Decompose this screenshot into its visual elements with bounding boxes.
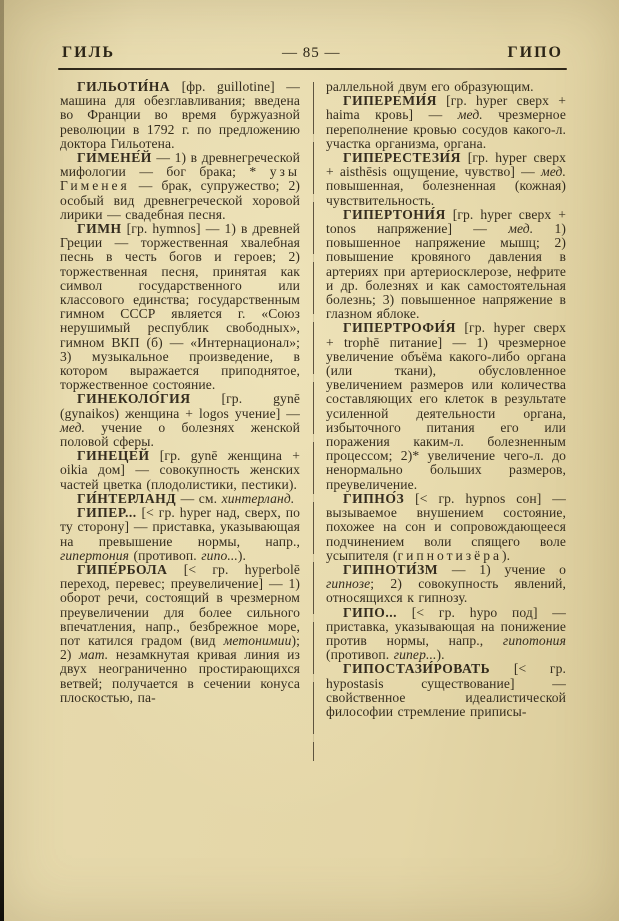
headword: ГИПЕ́РБОЛА — [77, 561, 168, 577]
entry-text: гипотония — [502, 632, 566, 648]
headword: ГИПНО́З — [343, 490, 405, 506]
column-divider — [313, 82, 314, 761]
headword: ГИПЕРТОНИ́Я — [343, 206, 446, 222]
entry-text: хинтерланд. — [221, 490, 295, 506]
entry-text: гипнозе — [326, 576, 371, 592]
header-rule — [58, 68, 567, 70]
entry-text: [гр. gynē женщина + oikia дом] — совокупность женских частей цветка (плодолистики, пестики). — [60, 448, 300, 492]
entry-text: мед. — [60, 419, 86, 435]
entry-text: — 1) в древнегреческой мифологии — бог брака; * — [60, 150, 300, 180]
running-header — [62, 44, 563, 62]
dictionary-entry — [60, 222, 300, 392]
entry-text: (противоп. — [326, 647, 394, 663]
dictionary-entry — [326, 492, 566, 563]
entry-text: гипо... — [201, 547, 238, 563]
headword: ГИМЕНЕ́Й — [77, 150, 152, 166]
entry-text: ). — [502, 547, 511, 563]
entry-text: узы Гименея — [60, 164, 300, 194]
headword: ГИПО... — [343, 604, 398, 620]
entry-text: [< гр. hypo под] — приставка, указывающая на понижение против нормы, напр., — [326, 604, 566, 648]
entry-text: [фр. guillotine] — машина для обезглавливания; введена во Франции во время буржуазной революции в 1792 г. по предложению доктора Гильотена. — [60, 79, 300, 151]
dictionary-entry — [326, 662, 566, 719]
entry-text: мед. — [540, 164, 566, 180]
entry-text: мед. — [457, 107, 483, 123]
entry-text: (противоп. — [129, 547, 202, 563]
left-column — [60, 80, 300, 851]
right-column — [326, 80, 566, 851]
entry-text: повышенная, болезненная (кожная) чувствительность. — [326, 178, 566, 208]
headword: ГИНЕЦЕ́Й — [77, 448, 150, 464]
dictionary-entry — [60, 449, 300, 492]
entry-text: [гр. hyper сверх + haima кровь] — — [326, 93, 566, 123]
headword: ГИМН — [77, 221, 122, 237]
entry-text: [< гр. hyper над, сверх, по ту сторону] — приставка, указывающая на превышение нормы, напр., — [60, 505, 300, 549]
entry-text: [< гр. hypnos сон] — вызываемое внушением состояние, похожее на сон и сопровождающееся подчинением воли спящего воле усыпителя ( — [326, 490, 566, 563]
entry-text: 1) повышенное напряжение мышц; 2) повышение кровяного давления в артериях при артериосклерозе, нефрите и др. болезнях и как самостоятельная болезнь; 3) повышенное напряжение в глазном яблоке. — [326, 221, 566, 322]
headword: ГИПОСТАЗИ́РОВАТЬ — [343, 661, 491, 677]
dictionary-entry — [60, 80, 300, 151]
dictionary-entry — [326, 151, 566, 208]
entry-text: — см. — [176, 490, 222, 506]
dictionary-entry — [60, 492, 300, 506]
entry-text: ); 2) — [60, 632, 300, 663]
entry-text: незамкнутая кривая линия из двух неограниченно простирающихся ветвей; получается в сечении конуса плоскостью, па- — [60, 647, 300, 705]
entry-text: гипер... — [393, 647, 437, 663]
dictionary-entry — [60, 151, 300, 222]
entry-text: [гр. hymnos] — 1) в древней Греции — торжественная хвалебная песнь в честь богов и героев; 2) торжественная песня, принятая как символ государственного или классового единства; государственным гимном СССР является г. «Союз нерушимый республик свободных», гимном ВКП (б) — «Интернационал»; 3) музыкальное произведение, в котором выражается приподнятое, торжественное состояние. — [60, 221, 300, 393]
entry-text: ). — [237, 547, 246, 563]
entry-text: [гр. hyper сверх + tonos напряжение] — — [326, 206, 566, 237]
header-page-number: — 85 — — [282, 45, 341, 61]
headword: ГИПЕРЕМИ́Я — [343, 93, 437, 109]
entry-text: — брак, супружество; 2) особый вид древнегреческой хоровой лирики — свадебная песня. — [60, 178, 300, 222]
headword: ГИПЕРЕСТЕЗИ́Я — [343, 150, 461, 166]
entry-text: ). — [436, 647, 445, 663]
entry-text: [гр. hyper сверх + trophē питание] — 1) чрезмерное увеличение объёма какого-либо органа (или ткани), обусловленное увеличением размеров или количества составляющих его клеток в результате усиленной деятельности органа, избыточного питания его или поражения каким-л. болезненным процессом; 2)* увеличение чего-л. до ненормально больших размеров, преувеличение. — [326, 320, 566, 492]
dictionary-entry — [326, 563, 566, 606]
entry-text: [гр. hyper сверх + aisthēsis ощущение, чувство] — — [326, 150, 566, 180]
entry-text: гипертония — [60, 547, 130, 563]
headword: ГИПЕРТРОФИ́Я — [343, 320, 456, 336]
entry-text: [< гр. hyperbolē переход, перевес; преувеличение] — 1) оборот речи, состоящий в чрезмерном преувеличении для более сильного впечатления, напр., безбрежное море, пот катился градом (вид — [60, 561, 300, 648]
dictionary-entry — [326, 208, 566, 322]
entry-text: учение о болезнях женской половой сферы. — [60, 419, 300, 450]
entry-text: ; 2) совокупность явлений, относящихся к гипнозу. — [326, 576, 566, 606]
entry-text: — 1) учение о — [438, 561, 566, 577]
header-left-keyword: ГИЛЬ — [62, 44, 116, 61]
headword: ГИПНОТИ́ЗМ — [343, 561, 439, 577]
entry-text: [< гр. hypostasis существование] — свойственное идеалистической философии стремление приписы- — [326, 661, 566, 719]
dictionary-entry — [326, 94, 566, 151]
headword: ГИ́НТЕРЛАНД — [77, 490, 177, 506]
entry-text: раллельной двум его образующим. — [326, 79, 534, 94]
entry-text: мат. — [79, 647, 109, 663]
text-columns — [60, 80, 567, 851]
entry-text: чрезмерное переполнение кровью сосудов какого-л. участка организма, органа. — [326, 107, 566, 151]
headword: ГИНЕКОЛО́ГИЯ — [77, 391, 191, 407]
book-spine-shadow — [0, 0, 4, 921]
headword: ГИЛЬОТИ́НА — [77, 79, 171, 94]
entry-text: гипнотизёра — [397, 547, 503, 563]
dictionary-entry — [60, 506, 300, 563]
entry-text: метонимии — [223, 632, 292, 648]
dictionary-entry — [326, 606, 566, 663]
dictionary-entry — [326, 321, 566, 491]
dictionary-entry — [60, 392, 300, 449]
entry-text: [гр. gynē (gynaikos) женщина + logos учение] — — [60, 391, 300, 421]
header-right-keyword: ГИПО — [507, 44, 563, 61]
dictionary-entry — [60, 563, 300, 705]
entry-text: мед. — [508, 221, 534, 237]
headword: ГИПЕР... — [77, 505, 137, 521]
